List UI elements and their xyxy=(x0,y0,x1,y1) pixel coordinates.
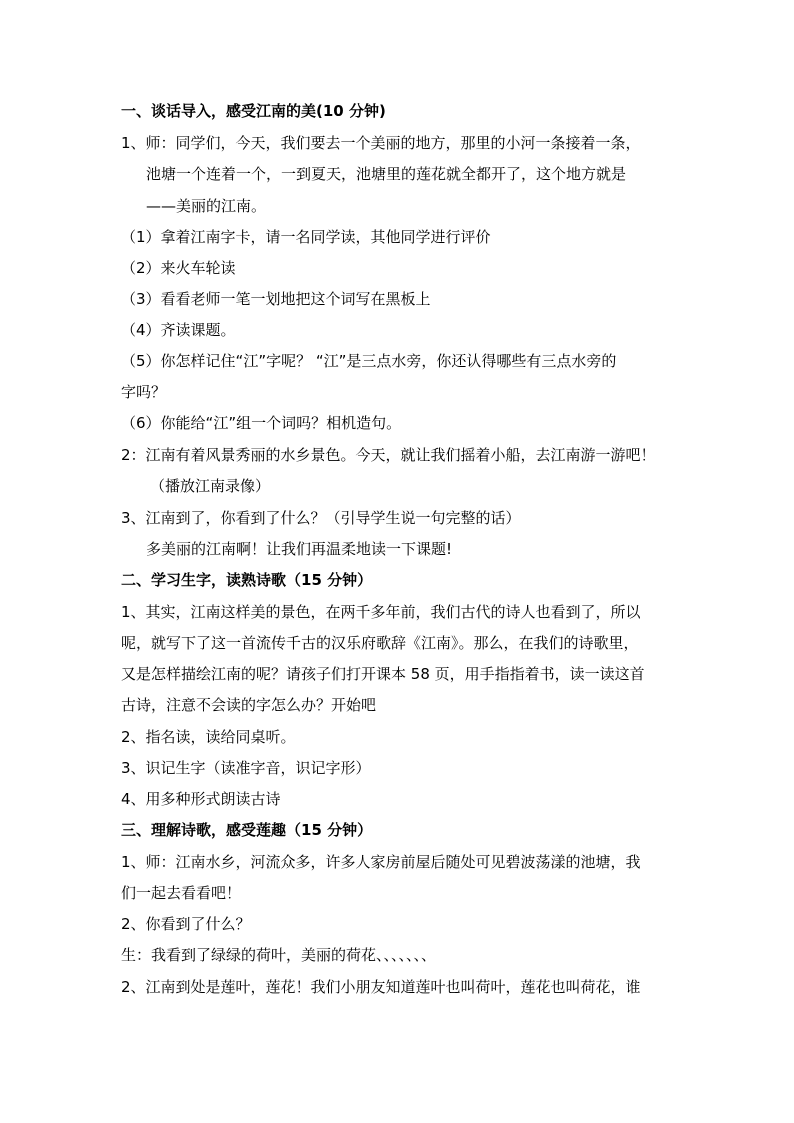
paragraph-line: 多美丽的江南啊！让我们再温柔地读一下课题! xyxy=(146,540,453,558)
list-item-continuation: 字吗？ xyxy=(121,383,167,401)
paragraph-line: 2、你看到了什么？ xyxy=(121,915,251,933)
paragraph-line: 1、师：同学们，今天，我们要去一个美丽的地方，那里的小河一条接着一条， xyxy=(121,134,641,152)
paragraph-line: 1、师：江南水乡，河流众多，许多人家房前屋后随处可见碧波荡漾的池塘，我 xyxy=(121,853,641,871)
paragraph-line: 2、江南到处是莲叶，莲花！我们小朋友知道莲叶也叫荷叶，莲花也叫荷花，谁 xyxy=(121,978,641,996)
paragraph-line: 2、指名读，读给同桌听。 xyxy=(121,728,296,746)
section-heading-2: 二、学习生字，读熟诗歌（15 分钟） xyxy=(121,571,373,589)
paragraph-line: 4、用多种形式朗读古诗 xyxy=(121,790,281,808)
paragraph-line: 1、其实，江南这样美的景色，在两千多年前，我们古代的诗人也看到了，所以 xyxy=(121,603,641,621)
paragraph-line: 3、识记生字（读准字音，识记字形） xyxy=(121,759,371,777)
section-heading-3: 三、理解诗歌，感受莲趣（15 分钟） xyxy=(121,821,373,839)
list-item: （2）来火车轮读 xyxy=(121,259,236,277)
paragraph-line: ——美丽的江南。 xyxy=(146,197,267,215)
paragraph-line: 3、江南到了，你看到了什么？（引导学生说一句完整的话） xyxy=(121,509,521,527)
paragraph-line: 生：我看到了绿绿的荷叶，美丽的荷花、、、、、、、 xyxy=(121,946,437,964)
paragraph-line: 呢，就写下了这一首流传千古的汉乐府歌辞《江南》。那么，在我们的诗歌里， xyxy=(121,634,639,652)
paragraph-line: 池塘一个连着一个，一到夏天，池塘里的莲花就全都开了，这个地方就是 xyxy=(146,165,627,183)
list-item: （6）你能给“江”组一个词吗？相机造句。 xyxy=(121,414,402,432)
paragraph-line: （播放江南录像） xyxy=(150,477,271,495)
paragraph-line: 又是怎样描绘江南的呢？请孩子们打开课本 58 页，用手指指着书，读一读这首 xyxy=(121,665,645,683)
paragraph-line: 们一起去看看吧！ xyxy=(121,884,242,902)
list-item: （1）拿着江南字卡，请一名同学读，其他同学进行评价 xyxy=(121,228,491,246)
paragraph-line: 2：江南有着风景秀丽的水乡景色。今天，就让我们摇着小船，去江南游一游吧！ xyxy=(121,446,656,464)
list-item: （4）齐读课题。 xyxy=(121,321,236,339)
list-item: （5）你怎样记住“江”字呢？ “江”是三点水旁，你还认得哪些有三点水旁的 xyxy=(121,352,617,370)
section-heading-1: 一、谈话导入，感受江南的美(10 分钟) xyxy=(121,102,386,120)
list-item: （3）看看老师一笔一划地把这个词写在黑板上 xyxy=(121,290,431,308)
paragraph-line: 古诗，注意不会读的字怎么办？开始吧 xyxy=(121,696,377,714)
